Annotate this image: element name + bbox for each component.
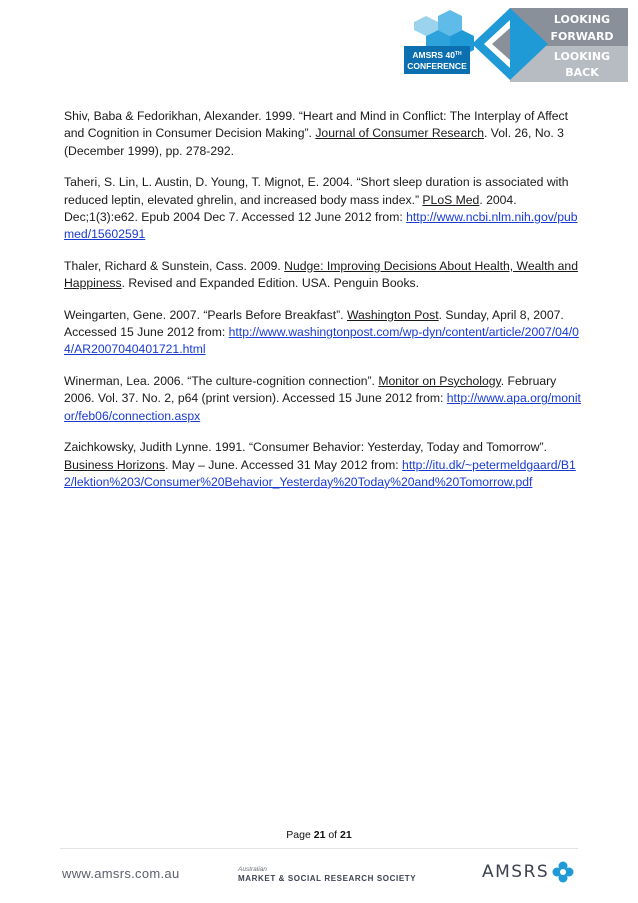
reference-details: . Vol. 26, No. 3 (December 1999), pp. 278-292. [64, 126, 564, 158]
reference-source: Journal of Consumer Research [315, 126, 485, 141]
page-number [0, 829, 638, 841]
reference-source: PLoS Med [422, 192, 480, 207]
badge-line1: AMSRS 40 [412, 50, 455, 60]
reference-entry [64, 373, 584, 425]
conference-logo [398, 6, 630, 86]
reference-text: Winerman, Lea. 2006. “The culture-cognition connection”. [64, 373, 379, 388]
reference-link[interactable]: http://www.washingtonpost.com/wp-dyn/content/article/2007/04/04/AR2007040401721.html [64, 325, 579, 357]
reference-details: . Sunday, April 8, 2007. Accessed 15 June 2012 from: [64, 307, 564, 340]
reference-text: Shiv, Baba & Fedorikhan, Alexander. 1999. “Heart and Mind in Conflict: The Interplay of Affect and Cognition in Consumer Decision Making”. [64, 109, 569, 141]
amsrs-brand-text: AMSRS [482, 862, 550, 882]
tag-line3: LOOKING [553, 50, 611, 63]
reference-link[interactable]: http://www.ncbi.nlm.nih.gov/pubmed/15602591 [64, 210, 578, 242]
reference-text: Taheri, S. Lin, L. Austin, D. Young, T. Mignot, E. 2004. “Short sleep duration is associated with reduced leptin, elevated ghrelin, and increased body mass index.” [64, 175, 569, 207]
badge-line2: CONFERENCE [407, 61, 467, 71]
footer-website[interactable]: www.amsrs.com.au [62, 866, 180, 881]
reference-details: . 2004. Dec;1(3):e62. Epub 2004 Dec 7. Accessed 12 June 2012 from: [64, 192, 517, 225]
reference-entry [64, 439, 584, 491]
badge-sup: TH [454, 51, 462, 57]
tag-line1: LOOKING [553, 13, 611, 26]
reference-list [64, 108, 584, 505]
page-current: 21 [313, 829, 326, 841]
reference-entry [64, 174, 584, 244]
reference-details: . February 2006. Vol. 37. No. 2, p64 (print version). Accessed 15 June 2012 from: [64, 373, 557, 406]
reference-entry [64, 108, 584, 160]
page-of: of [325, 829, 341, 841]
reference-source: Business Horizons [64, 457, 165, 472]
page-label: Page [286, 829, 314, 841]
conference-logo-graphic [398, 6, 630, 86]
reference-link[interactable]: http://www.apa.org/monitor/feb06/connection.aspx [64, 391, 581, 423]
reference-entry [64, 307, 584, 359]
quatrefoil-icon [552, 861, 574, 883]
reference-details: . May – June. Accessed 31 May 2012 from: [164, 457, 403, 472]
footer-divider [60, 848, 578, 849]
svg-text:AMSRS 40TH [412, 50, 462, 60]
society-name: MARKET & SOCIAL RESEARCH SOCIETY [238, 874, 417, 883]
tag-line2: FORWARD [550, 30, 614, 43]
reference-text: Weingarten, Gene. 2007. “Pearls Before Breakfast”. [64, 307, 347, 322]
reference-source: Washington Post [346, 307, 439, 322]
reference-text: Thaler, Richard & Sunstein, Cass. 2009. [64, 258, 285, 273]
page-total: 21 [340, 829, 352, 841]
society-logo [238, 866, 416, 883]
reference-source: Monitor on Psychology [378, 373, 501, 388]
society-small-text: Australian [238, 866, 267, 873]
tag-line4: BACK [565, 66, 599, 79]
reference-link[interactable]: http://itu.dk/~petermeldgaard/B12/lektion%203/Consumer%20Behavior_Yesterday%20Today%20and%20Tomorrow.pdf [64, 457, 576, 489]
amsrs-brand-logo [482, 860, 574, 884]
reference-text: Zaichkowsky, Judith Lynne. 1991. “Consumer Behavior: Yesterday, Today and Tomorrow”. [64, 440, 548, 455]
reference-entry [64, 258, 584, 293]
reference-details: . Revised and Expanded Edition. USA. Penguin Books. [121, 276, 420, 291]
reference-source: Nudge: Improving Decisions About Health, Wealth and Happiness [64, 258, 578, 291]
